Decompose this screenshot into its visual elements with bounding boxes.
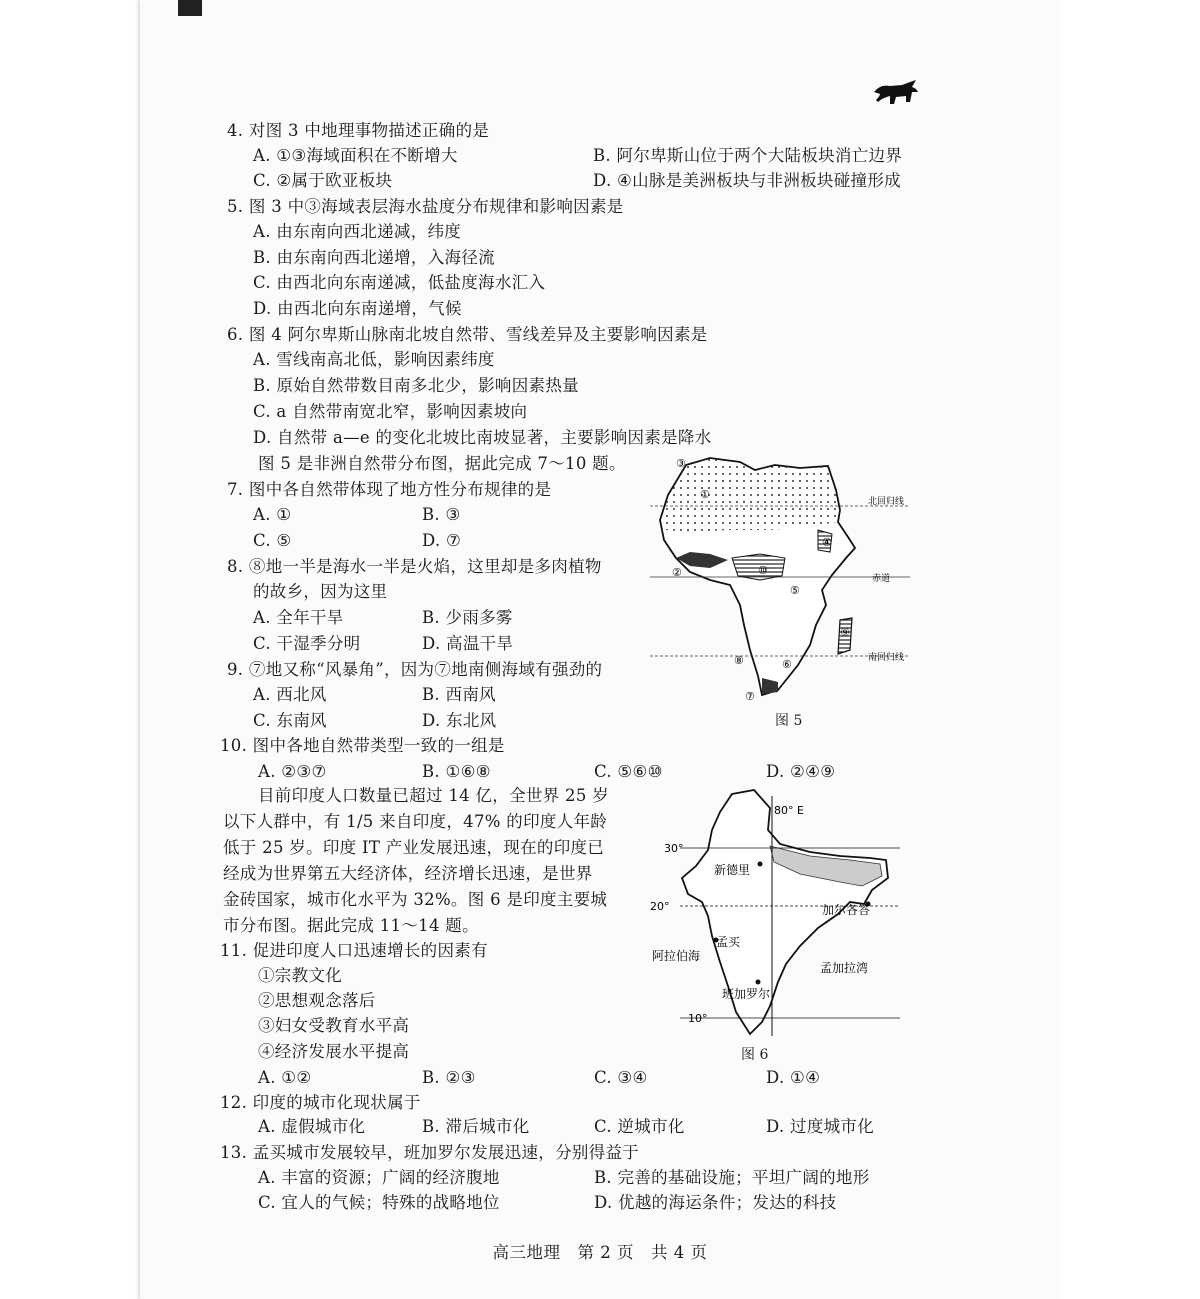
india-intro-line: 经成为世界第五大经济体，经济增长迅速，是世界 [223, 864, 593, 883]
q4-option-c: C. ②属于欧亚板块 [253, 171, 393, 190]
q13-option-c: C. 宜人的气候；特殊的战略地位 [258, 1193, 500, 1212]
q4-option-d: D. ④山脉是美洲板块与非洲板块碰撞形成 [593, 171, 901, 190]
latitude-30-label: 30° [664, 842, 684, 855]
latitude-20-label: 20° [650, 900, 670, 913]
q12-option-a: A. 虚假城市化 [258, 1117, 366, 1136]
q5-option-a: A. 由东南向西北递减，纬度 [253, 222, 462, 241]
q8-option-a: A. 全年干旱 [253, 608, 344, 627]
india-intro-line: 市分布图。据此完成 11～14 题。 [223, 916, 479, 935]
paper-clip [178, 0, 202, 16]
q13-option-d: D. 优越的海运条件；发达的科技 [594, 1193, 837, 1212]
q10-option-b: B. ①⑥⑧ [422, 762, 491, 781]
q11-item-2: ②思想观念落后 [258, 991, 376, 1010]
equator-label: 赤道 [872, 574, 891, 584]
q11-item-1: ①宗教文化 [258, 966, 342, 985]
fig6-caption: 图 6 [741, 1047, 769, 1063]
longitude-80-label: 80° E [774, 804, 804, 817]
q4-stem: 4. 对图 3 中地理事物描述正确的是 [227, 121, 490, 140]
q6-stem: 6. 图 4 阿尔卑斯山脉南北坡自然带、雪线差异及主要影响因素是 [227, 325, 708, 344]
india-intro-line: 低于 25 岁。印度 IT 产业发展迅速，现在的印度已 [223, 838, 605, 857]
new-delhi-label: 新德里 [714, 863, 751, 877]
zone-marker-1: ① [700, 488, 710, 501]
q9-option-c: C. 东南风 [253, 711, 327, 730]
q6-option-c: C. a 自然带南宽北窄，影响因素坡向 [253, 402, 528, 421]
q6-option-d: D. 自然带 a—e 的变化北坡比南坡显著，主要影响因素是降水 [253, 428, 712, 447]
q12-option-c: C. 逆城市化 [594, 1117, 685, 1136]
q11-option-d: D. ①④ [766, 1068, 821, 1087]
zone-marker-4: ④ [822, 536, 832, 549]
q8-stem-1: 8. ⑧地一半是海水一半是火焰，这里却是多肉植物 [227, 557, 602, 576]
q8-option-c: C. 干湿季分明 [253, 634, 361, 653]
q10-option-a: A. ②③⑦ [258, 762, 327, 781]
q5-stem: 5. 图 3 中③海域表层海水盐度分布规律和影响因素是 [227, 197, 624, 216]
latitude-10-label: 10° [688, 1012, 708, 1025]
fig5-intro: 图 5 是非洲自然带分布图，据此完成 7～10 题。 [258, 454, 626, 473]
fig5-caption: 图 5 [775, 713, 803, 729]
mumbai-label: 孟买 [716, 935, 741, 949]
q11-option-b: B. ②③ [422, 1068, 476, 1087]
zone-marker-10: ⑩ [758, 564, 768, 577]
q7-option-a: A. ① [253, 505, 292, 524]
q12-option-d: D. 过度城市化 [766, 1117, 875, 1136]
q8-option-d: D. 高温干旱 [422, 634, 514, 653]
q11-item-4: ④经济发展水平提高 [258, 1042, 410, 1061]
q10-stem: 10. 图中各地自然带类型一致的一组是 [220, 736, 505, 755]
q9-option-a: A. 西北风 [253, 685, 327, 704]
q4-option-a: A. ①③海域面积在不断增大 [253, 146, 458, 165]
q11-option-c: C. ③④ [594, 1068, 648, 1087]
zone-marker-3: ③ [676, 457, 686, 470]
sahara-zone [660, 458, 838, 532]
q11-option-a: A. ①② [258, 1068, 312, 1087]
q8-stem-2: 的故乡，因为这里 [253, 582, 388, 601]
q7-option-d: D. ⑦ [422, 531, 462, 550]
q9-stem: 9. ⑦地又称“风暴角”，因为⑦地南侧海域有强劲的 [227, 660, 603, 679]
q5-option-b: B. 由东南向西北递增，入海径流 [253, 248, 495, 267]
q7-option-c: C. ⑤ [253, 531, 292, 550]
q7-option-b: B. ③ [422, 505, 461, 524]
q10-option-c: C. ⑤⑥⑩ [594, 762, 663, 781]
q9-option-d: D. 东北风 [422, 711, 497, 730]
bangalore-label: 班加罗尔 [722, 987, 771, 1001]
q12-option-b: B. 滞后城市化 [422, 1117, 530, 1136]
q10-option-d: D. ②④⑨ [766, 762, 836, 781]
bull-logo-icon [872, 78, 920, 108]
zone-marker-7: ⑦ [745, 690, 755, 703]
zone-marker-9: ⑨ [840, 626, 850, 639]
q6-option-a: A. 雪线南高北低，影响因素纬度 [253, 350, 495, 369]
bay-of-bengal-label: 孟加拉湾 [820, 961, 869, 975]
zone-marker-8: ⑧ [734, 654, 744, 667]
kolkata-label: 加尔各答 [822, 903, 871, 917]
page-footer: 高三地理 第 2 页 共 4 页 [492, 1243, 708, 1262]
q13-stem: 13. 孟买城市发展较早，班加罗尔发展迅速，分别得益于 [220, 1143, 640, 1162]
tropic-south-label: 南回归线 [868, 653, 905, 663]
india-intro-line: 以下人群中，有 1/5 来自印度，47% 的印度人年龄 [223, 812, 608, 831]
q5-option-c: C. 由西北向东南递减，低盐度海水汇入 [253, 273, 546, 292]
zone-marker-5: ⑤ [790, 584, 800, 597]
india-intro-line: 目前印度人口数量已超过 14 亿，全世界 25 岁 [258, 786, 609, 805]
q13-option-b: B. 完善的基础设施；平坦广阔的地形 [594, 1168, 870, 1187]
q8-option-b: B. 少雨多雾 [422, 608, 513, 627]
q11-stem: 11. 促进印度人口迅速增长的因素有 [220, 941, 488, 960]
q13-option-a: A. 丰富的资源；广阔的经济腹地 [258, 1168, 500, 1187]
india-city-map [650, 786, 920, 1044]
q4-option-b: B. 阿尔卑斯山位于两个大陆板块消亡边界 [593, 146, 903, 165]
tropic-north-label: 北回归线 [868, 497, 905, 507]
zone-marker-2: ② [672, 566, 682, 579]
arabian-sea-label: 阿拉伯海 [652, 949, 701, 963]
zone-marker-6: ⑥ [782, 658, 792, 671]
q9-option-b: B. 西南风 [422, 685, 496, 704]
q6-option-b: B. 原始自然带数目南多北少，影响因素热量 [253, 376, 579, 395]
india-intro-line: 金砖国家，城市化水平为 32%。图 6 是印度主要城 [223, 890, 608, 909]
q7-stem: 7. 图中各自然带体现了地方性分布规律的是 [227, 480, 552, 499]
africa-natural-zones-map [650, 450, 920, 705]
q12-stem: 12. 印度的城市化现状属于 [220, 1093, 421, 1112]
q11-item-3: ③妇女受教育水平高 [258, 1016, 410, 1035]
q5-option-d: D. 由西北向东南递增，气候 [253, 299, 462, 318]
